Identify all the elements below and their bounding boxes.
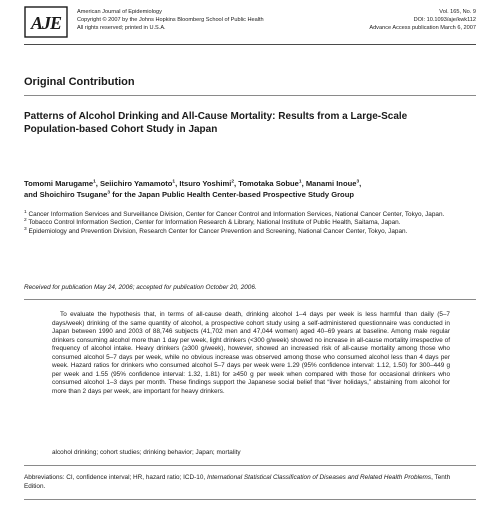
logo-lettering: AJE bbox=[30, 13, 62, 33]
volume-info bbox=[369, 8, 476, 32]
author-name: Itsuro Yoshimi bbox=[179, 179, 232, 188]
affiliations bbox=[24, 211, 464, 236]
journal-info bbox=[77, 8, 264, 32]
author-name: and Shoichiro Tsugane bbox=[24, 190, 108, 199]
article-title: Patterns of Alcohol Drinking and All-Cause Mortality: Results from a Large-Scale Population-based Cohort Study in Japan bbox=[24, 111, 408, 135]
author-affiliation-number: 1 bbox=[172, 179, 176, 185]
rights-line: All rights reserved; printed in U.S.A. bbox=[77, 25, 166, 31]
author-affiliation-number: 1 bbox=[298, 179, 302, 185]
affiliation-item: $^1$ Cancer Information Services and Surveillance Division, Center for Cancer Control and Information Services, National Cancer Center, Tokyo, Japan. bbox=[24, 209, 445, 218]
affiliation-item: $^3$ Epidemiology and Prevention Division, Research Center for Cancer Prevention and Screening, National Cancer Center, Tokyo, Japan. bbox=[24, 226, 408, 235]
copyright-line: Copyright © 2007 by the Johns Hopkins Bloomberg School of Public Health bbox=[77, 17, 264, 23]
abstract-text: To evaluate the hypothesis that, in terms of all-cause death, drinking alcohol 1–4 days per week is less harmful than daily (5–7 days/week) drinking of the same quantity of alcohol, a prospective cohort study using a self-administered questionnaire was conducted in Japan between 1990 and 2003 of 88,746 subjects (41,702 men and 47,044 women) aged 40–69 years at baseline. Among male regular drinkers consuming alcohol more than 1 day per week, light drinkers (<300 g/week) showed no increase in all-cause mortality irrespective of frequency of alcohol intake. Heavy drinkers (≥300 g/week), however, showed an increased risk of all-cause mortality among those who consumed alcohol 5–7 days per week, while no obvious increase was observed among those who consumed alcohol less than 4 days per week. Hazard ratios for drinkers who consumed alcohol 5–7 days per week were 1.29 (95% confidence interval: 1.12, 1.50) for 300–449 g per week and 1.55 (95% confidence interval: 1.32, 1.81) for ≥450 g per week when compared with those for occasional drinkers who consumed alcohol 1–3 days per month. These findings support the Japanese social belief that “liver holidays,” abstaining from alcohol for more than 2 days per week, are important for heavy drinkers. bbox=[52, 311, 450, 395]
author-list: Tomomi Marugame$^1$, Seiichiro Yamamoto$^1$, Itsuro Yoshimi$^2$, Tomotaka Sobue$^1$, Manami Inoue$^3$, and Shoichiro Tsugane$^3$ for the Japan Public Health Center-based Prospective Study Group bbox=[24, 179, 362, 199]
dates-rule bbox=[24, 299, 476, 300]
author-name: Tomomi Marugame bbox=[24, 179, 94, 188]
section-label: Original Contribution bbox=[24, 76, 135, 88]
journal-logo bbox=[24, 6, 68, 38]
affiliation-item: $^2$ Tobacco Control Information Section, Center for Information Research & Library, National Institute of Public Health, Saitama, Japan. bbox=[24, 218, 401, 227]
keywords: alcohol drinking; cohort studies; drinking behavior; Japan; mortality bbox=[52, 449, 241, 456]
author-name: Tomotaka Sobue bbox=[238, 179, 299, 188]
footer-rule bbox=[24, 499, 476, 500]
author-affiliation-number: 2 bbox=[231, 179, 235, 185]
author-affiliation-number: 3 bbox=[356, 179, 360, 185]
study-group: for the Japan Public Health Center-based Prospective Study Group bbox=[110, 190, 354, 199]
header-rule bbox=[24, 44, 476, 45]
advance-access-date: Advance Access publication March 6, 2007 bbox=[369, 25, 476, 31]
section-rule bbox=[24, 95, 476, 96]
author-affiliation-number: 1 bbox=[93, 179, 96, 185]
abbreviations: Abbreviations: CI, confidence interval; HR, hazard ratio; ICD-10, International Statistical Classification of Diseases and Related Health Problems, Tenth Edition. bbox=[24, 474, 451, 490]
author-affiliation-number: 3 bbox=[107, 190, 111, 196]
author-name: Seiichiro Yamamoto bbox=[99, 179, 173, 188]
volume-number: Vol. 165, No. 9 bbox=[439, 9, 476, 15]
journal-header bbox=[24, 3, 476, 43]
publication-dates: Received for publication May 24, 2006; accepted for publication October 20, 2006. bbox=[24, 284, 257, 291]
keywords-rule bbox=[24, 465, 476, 466]
author-name: Manami Inoue bbox=[305, 179, 357, 188]
doi: DOI: 10.1093/aje/kwk112 bbox=[413, 17, 476, 23]
journal-name: American Journal of Epidemiology bbox=[77, 9, 162, 15]
